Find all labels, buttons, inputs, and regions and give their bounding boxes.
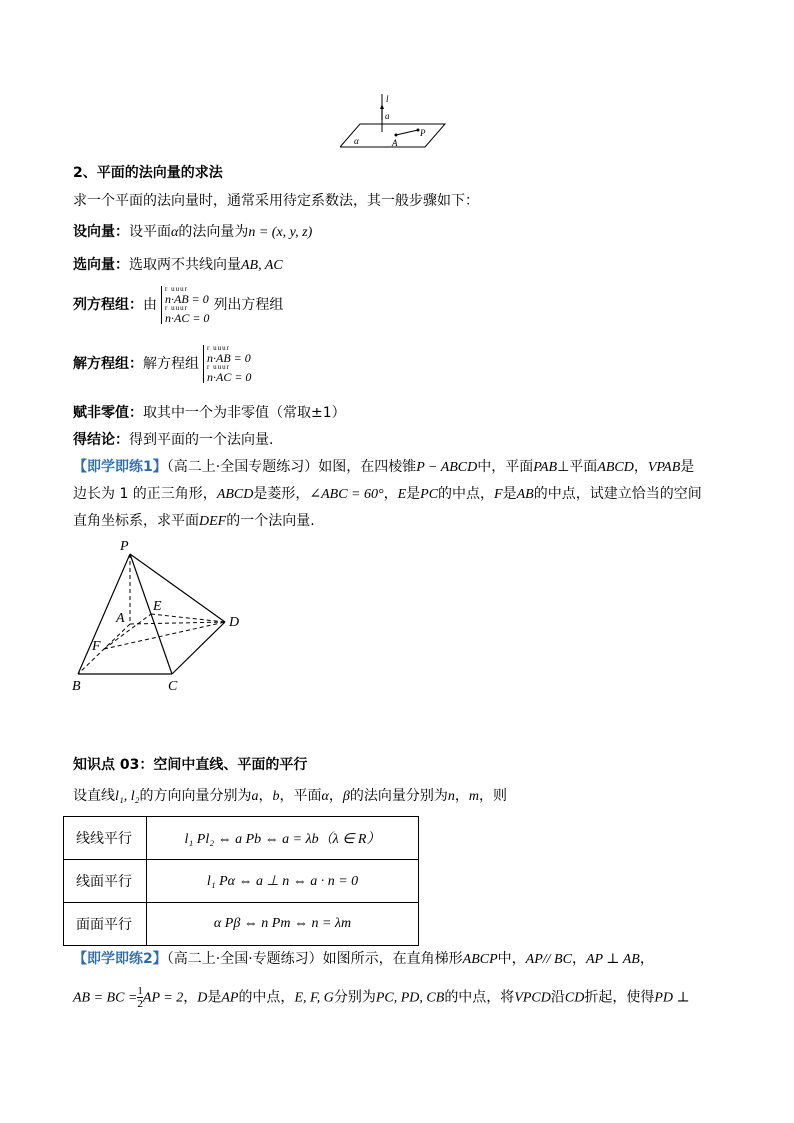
- vertex-label-E: E: [153, 599, 162, 614]
- label-a: a: [385, 111, 390, 121]
- step-label: 选向量：: [73, 257, 129, 273]
- exercise1-line1: 【即学即练1】（高二上·全国专题练习）如图，在四棱锥P − ABCD中，平面PAB⊥平面ABCD，VPAB是: [73, 459, 695, 475]
- step-label: 赋非零值：: [73, 405, 143, 421]
- vertex-label-F: F: [92, 639, 101, 654]
- figure-pyramid: [70, 536, 250, 696]
- vertex-label-A: A: [116, 611, 125, 626]
- table-cell-formula: α Pβ ⇔ n Pm ⇔ n = λm: [147, 903, 419, 946]
- exercise1-line3: 直角坐标系，求平面DEF的一个法向量.: [73, 513, 315, 529]
- table-cell-formula: l₁ Pα ⇔ a ⊥ n ⇔ a · n = 0: [147, 860, 419, 903]
- label-P: P: [420, 128, 426, 138]
- exercise2-line1: 【即学即练2】（高二上·全国·专题练习）如图所示，在直角梯形ABCP中，AP// BC，AP ⊥ AB，: [73, 951, 654, 967]
- equation-system: r uuur n·AB = 0 r uuur n·AC = 0: [203, 345, 251, 383]
- knowledge-point-title: 知识点 03：空间中直线、平面的平行: [73, 757, 308, 773]
- vertex-label-D: D: [229, 615, 240, 630]
- table-cell-formula: l₁ Pl₂ ⇔ a Pb ⇔ a = λb（λ ∈ R）: [147, 817, 419, 860]
- table-cell-label: 线线平行: [64, 817, 147, 860]
- label-A: A: [392, 138, 398, 148]
- step-set-vector: 设向量：设平面α的法向量为n = (x, y, z): [73, 224, 313, 240]
- equation-system: r uuur n·AB = 0 r uuur n·AC = 0: [161, 286, 209, 324]
- step-label: 解方程组：: [73, 356, 143, 372]
- step-assign-value: 赋非零值：取其中一个为非零值（常取±1）: [73, 405, 346, 421]
- exercise2-line2: AB = BC = $\frac{1}{2}$ AP = 2，D是AP的中点，E, F, G分别为PC, PD, CB的中点，将VPCD沿CD折起，使得PD ⊥: [73, 985, 690, 1010]
- step-choose-vectors: 选向量：选取两不共线向量AB, AC: [73, 257, 283, 273]
- section-intro: 求一个平面的法向量时，通常采用待定系数法，其一般步骤如下：: [73, 193, 479, 209]
- label-alpha: α: [354, 136, 359, 146]
- exercise1-line2: 边长为 1 的正三角形，ABCD是菱形，∠ABC = 60°，E是PC的中点，F是AB的中点，试建立恰当的空间: [73, 486, 702, 502]
- table-row: [64, 903, 419, 946]
- step-label: 设向量：: [73, 224, 129, 240]
- step-conclusion: 得结论：得到平面的一个法向量.: [73, 432, 274, 448]
- table-cell-label: 面面平行: [64, 903, 147, 946]
- section-title: 2、平面的法向量的求法: [73, 165, 223, 181]
- parallel-relations-table: [63, 816, 419, 946]
- vertex-label-P: P: [120, 539, 129, 554]
- step-list-equations: 列方程组：由 r uuur n·AB = 0 r uuur n·AC = 0 列出方程组: [73, 285, 284, 325]
- step-solve-equations: 解方程组：解方程组 r uuur n·AB = 0 r uuur n·AC = 0: [73, 344, 252, 384]
- figure-line-plane: [340, 92, 450, 150]
- vertex-label-C: C: [168, 679, 178, 694]
- fraction-half: $\frac{1}{2}$: [137, 985, 143, 1010]
- table-cell-label: 线面平行: [64, 860, 147, 903]
- vertex-label-B: B: [72, 679, 81, 694]
- exercise-tag: 【即学即练2】: [73, 951, 167, 967]
- table-row: [64, 817, 419, 860]
- label-l: l: [386, 94, 389, 104]
- segment-AP-shape: [396, 130, 418, 135]
- step-label: 得结论：: [73, 432, 129, 448]
- exercise-tag: 【即学即练1】: [73, 459, 167, 475]
- table-row: [64, 860, 419, 903]
- step-label: 列方程组：: [73, 297, 143, 313]
- knowledge-point-intro: 设直线l₁, l₂的方向向量分别为a，b，平面α，β的法向量分别为n，m，则: [73, 788, 507, 804]
